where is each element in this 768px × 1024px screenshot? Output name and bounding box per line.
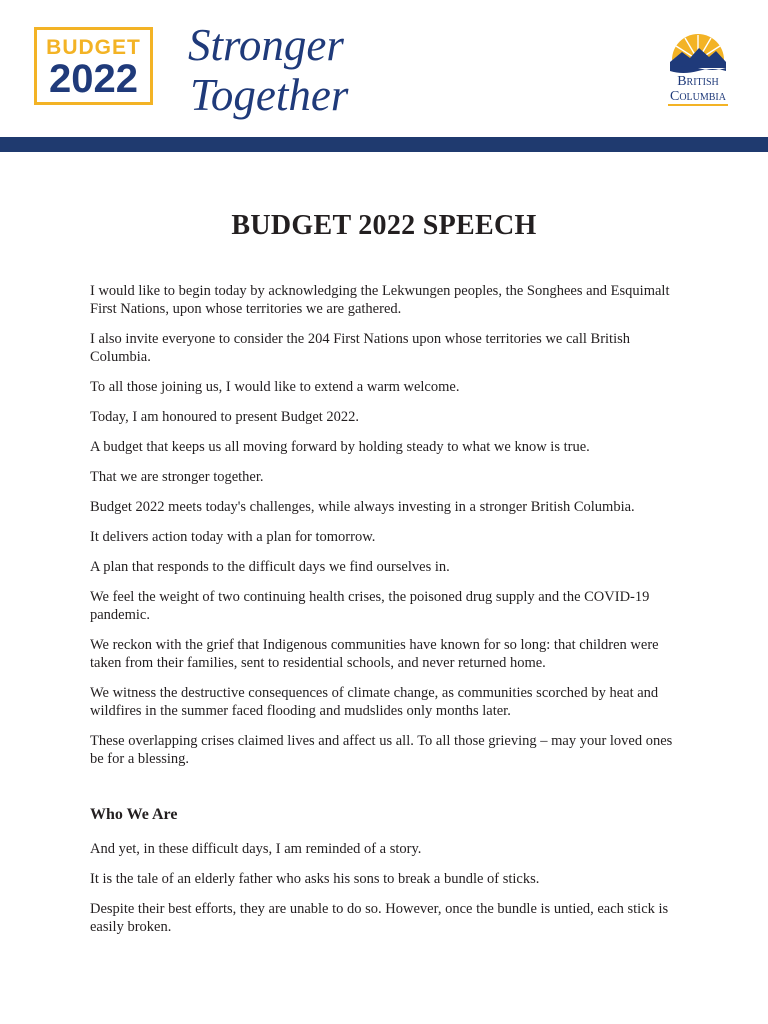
british-columbia-logo bbox=[658, 34, 738, 106]
paragraph: I would like to begin today by acknowledging the Lekwungen peoples, the Songhees and Esquimalt First Nations, upon whose territories we are gathered. bbox=[90, 283, 670, 317]
paragraph: A plan that responds to the difficult days we find ourselves in. bbox=[90, 559, 450, 575]
document-title: BUDGET 2022 SPEECH bbox=[231, 210, 537, 241]
tagline-line-2: Together bbox=[190, 70, 349, 120]
page-header bbox=[0, 0, 768, 152]
paragraph: We feel the weight of two continuing health crises, the poisoned drug supply and the COVID-19 pandemic. bbox=[90, 589, 650, 623]
paragraph: We reckon with the grief that Indigenous communities have known for so long: that children were taken from their families, sent to residential schools, and never returned home. bbox=[90, 637, 659, 671]
bc-wordmark bbox=[658, 74, 738, 104]
paragraph: We witness the destructive consequences of climate change, as communities scorched by heat and wildfires in the summer faced flooding and mudslides only months later. bbox=[90, 685, 659, 719]
tagline bbox=[188, 20, 348, 120]
budget-word: BUDGET bbox=[46, 36, 141, 59]
paragraph: That we are stronger together. bbox=[90, 469, 264, 485]
budget-2022-logo bbox=[34, 27, 153, 105]
paragraph: Today, I am honoured to present Budget 2022. bbox=[90, 409, 360, 425]
header-band-divider bbox=[0, 137, 768, 152]
bc-logo-underline bbox=[668, 104, 728, 106]
paragraph: To all those joining us, I would like to extend a warm welcome. bbox=[90, 379, 460, 395]
bc-sun-mountain-icon bbox=[668, 34, 728, 74]
bc-wordmark-line-2: Columbia bbox=[669, 89, 726, 104]
paragraph: It is the tale of an elderly father who asks his sons to break a bundle of sticks. bbox=[90, 871, 540, 887]
paragraph: Despite their best efforts, they are unable to do so. However, once the bundle is untied, each stick is easily broken. bbox=[90, 901, 669, 935]
paragraph: I also invite everyone to consider the 204 First Nations upon whose territories we call British Columbia. bbox=[90, 331, 631, 365]
budget-year: 2022 bbox=[49, 57, 138, 101]
paragraph: These overlapping crises claimed lives and affect us all. To all those grieving – may your loved ones be for a blessing. bbox=[90, 733, 673, 767]
speech-body bbox=[90, 282, 680, 948]
paragraph: It delivers action today with a plan for tomorrow. bbox=[90, 529, 376, 545]
tagline-line-1: Stronger bbox=[188, 20, 344, 70]
paragraph: And yet, in these difficult days, I am reminded of a story. bbox=[90, 841, 422, 857]
section-heading: Who We Are bbox=[90, 806, 178, 823]
bc-wordmark-line-1: British bbox=[677, 74, 719, 89]
paragraph: A budget that keeps us all moving forward by holding steady to what we know is true. bbox=[90, 439, 590, 455]
paragraph: Budget 2022 meets today's challenges, while always investing in a stronger British Columbia. bbox=[90, 499, 635, 515]
